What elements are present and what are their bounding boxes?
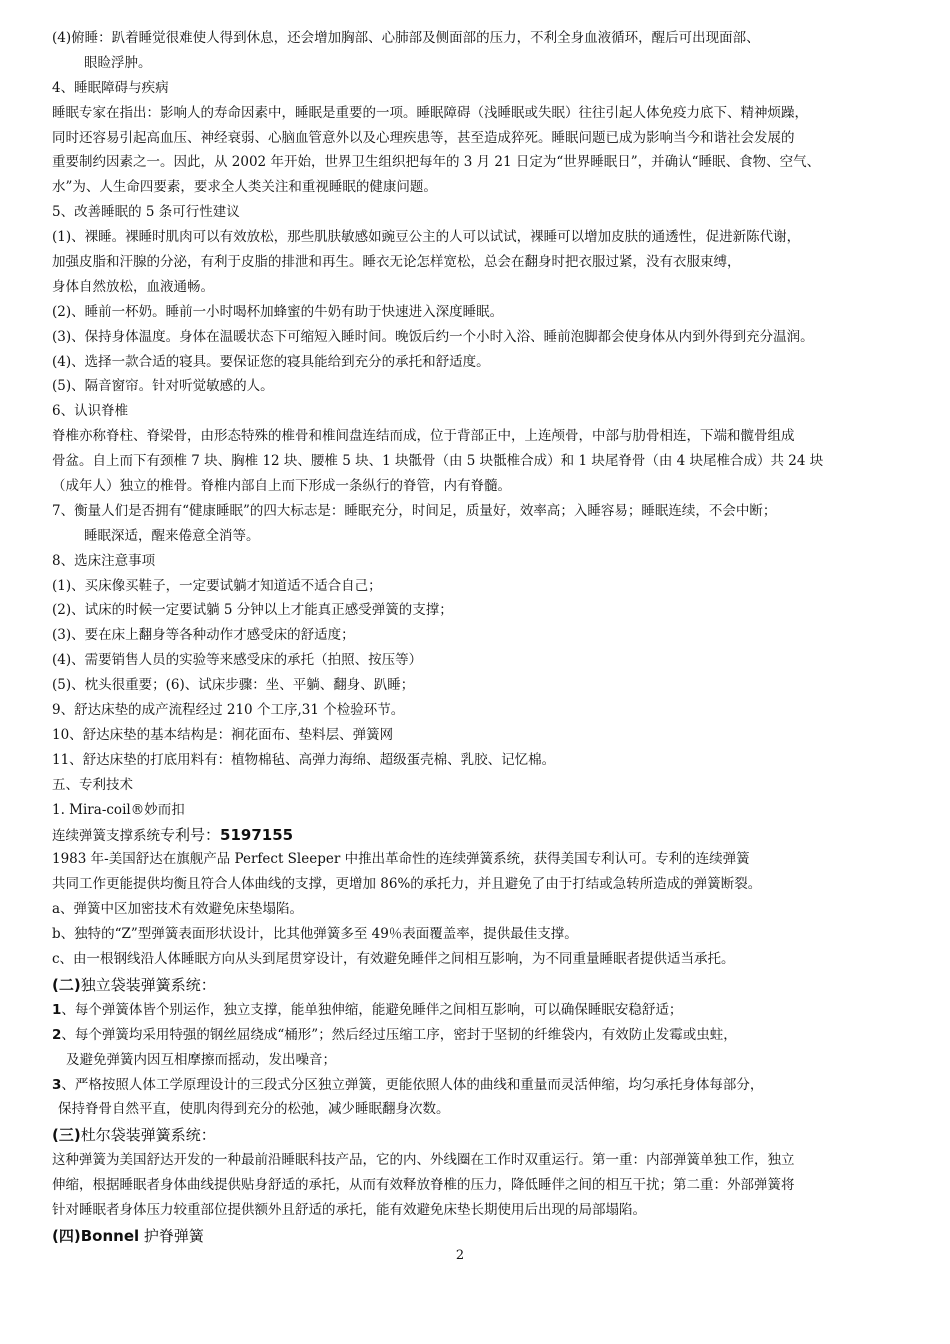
section-heading: 6、认识脊椎 [52,403,129,420]
text-line [52,998,940,1023]
subsection-heading [52,1223,940,1249]
text-line: (4)、需要销售人员的实验等来感受床的承托（拍照、按压等） [52,652,423,669]
text-line: (3)、保持身体温度。身体在温暖状态下可缩短入睡时间。晚饭后约一个小时入浴、睡前泡脚都会使身体从内到外得到充分温润。 [52,328,814,345]
page-number: 2 [455,1248,465,1263]
text-line: 睡眠专家在指出：影响人的寿命因素中，睡眠是重要的一项。睡眠障碍（浅睡眠或失眠）往往引起人体免疫力底下、精神烦躁， [52,104,808,121]
text-line: (2)、试床的时候一定要试躺 5 分钟以上才能真正感受弹簧的支撑； [52,602,453,619]
text-line: (1)、裸睡。裸睡时肌肉可以有效放松，那些肌肤敏感如豌豆公主的人可以试试，裸睡可以增加皮肤的通透性，促进新陈代谢， [52,229,801,246]
item-number: 3 [52,1076,62,1093]
text-line: 1. Mira-coil®妙而扣 [52,801,185,818]
section-heading: 5、改善睡眠的 5 条可行性建议 [52,204,240,221]
subsection-number: (三) [52,1126,81,1145]
text-line: c、由一根钢线沿人体睡眠方向从头到尾贯穿设计，有效避免睡伴之间相互影响，为不同重量睡眠者提供适当承托。 [52,950,735,967]
patent-label: 专利号： [160,825,221,844]
text-line: (4)俯睡：趴着睡觉很难使人得到休息，还会增加胸部、心肺部及侧面部的压力，不利全身血液循环，醒后可出现面部、 [52,30,760,46]
text-line: 及避免弹簧内因互相摩擦而摇动，发出噪音； [66,1051,336,1068]
text-line: 7、衡量人们是否拥有“健康睡眠”的四大标志是：睡眠充分，时间足，质量好，效率高；入睡容易；睡眠连续，不会中断； [52,502,777,519]
text-line: 骨盆。自上而下有颈椎 7 块、胸椎 12 块、腰椎 5 块、1 块骶骨（由 5 块骶椎合成）和 1 块尾脊骨（由 4 块尾椎合成）共 24 块 [52,453,824,470]
text-line: b、独特的“Z”型弹簧表面形状设计，比其他弹簧多至 49％表面覆盖率，提供最佳支撑。 [52,926,578,943]
text-line: 10、舒达床垫的基本结构是：裥花面布、垫料层、弹簧网 [52,726,394,743]
text-line: (1)、买床像买鞋子，一定要试躺才知道适不适合自己； [52,577,382,594]
text-line: 脊椎亦称脊柱、脊梁骨，由形态特殊的椎骨和椎间盘连结而成，位于背部正中，上连颅骨，中部与肋骨相连，下端和髋骨组成 [52,428,795,445]
item-number: 1 [52,1001,62,1018]
subsection-number: (二) [52,975,81,994]
text-line: a、弹簧中区加密技术有效避免床垫塌陷。 [52,901,304,918]
text-line [52,1073,940,1098]
text-line: (5)、枕头很重要；(6)、试床步骤：坐、平躺、翻身、趴睡； [52,677,415,694]
text-line: 这种弹簧为美国舒达开发的一种最前沿睡眠科技产品，它的内、外线圈在工作时双重运行。第一重：内部弹簧单独工作，独立 [52,1152,795,1169]
text-line: 1983 年-美国舒达在旗舰产品 Perfect Sleeper 中推出革命性的连续弹簧系统，获得美国专利认可。专利的连续弹簧 [52,851,750,868]
text-line: 睡眠深适，醒来倦意全消等。 [84,527,260,544]
patent-system-name: 连续弹簧支撑系统 [52,827,160,844]
text-line: 加强皮脂和汗腺的分泌，有利于皮脂的排泄和再生。睡衣无论怎样宽松，总会在翻身时把衣服过紧，没有衣服束缚， [52,254,741,271]
text-line: 眼睑浮肿。 [84,54,152,71]
text-line: 同时还容易引起高血压、神经衰弱、心脑血管意外以及心理疾患等，甚至造成猝死。睡眠问题已成为影响当今和谐社会发展的 [52,129,795,146]
text-line: (5)、隔音窗帘。针对听觉敏感的人。 [52,378,274,395]
section-heading: 4、睡眠障碍与疾病 [52,79,169,96]
item-text: 、每个弹簧体皆个别运作，独立支撑，能单独伸缩，能避免睡伴之间相互影响，可以确保睡眠安稳舒适； [61,1001,683,1018]
patent-number: 5197155 [220,825,294,844]
text-line: 身体自然放松，血液通畅。 [52,278,214,295]
section-heading: 8、选床注意事项 [52,552,156,569]
text-line: 共同工作更能提供均衡且符合人体曲线的支撑，更增加 86%的承托力，并且避免了由于打结或急转所造成的弹簧断裂。 [52,876,762,893]
item-text: 、严格按照人体工学原理设计的三段式分区独立弹簧，更能依照人体的曲线和重量而灵活伸缩，均匀承托身体每部分， [61,1076,764,1093]
item-number: 2 [52,1026,62,1043]
text-line: （成年人）独立的椎骨。脊椎内部自上而下形成一条纵行的脊管，内有脊髓。 [52,478,511,495]
text-line: (4)、选择一款合适的寝具。要保证您的寝具能给到充分的承托和舒适度。 [52,353,490,370]
text-line: 重要制约因素之一。因此，从 2002 年开始，世界卫生组织把每年的 3 月 21 日定为“世界睡眠日”，并确认“睡眠、食物、空气、 [52,154,821,171]
text-line: 保持脊骨自然平直，使肌肉得到充分的松弛，减少睡眠翻身次数。 [58,1101,450,1118]
subsection-title: 杜尔袋装弹簧系统： [80,1126,216,1145]
text-line: 针对睡眠者身体压力较重部位提供额外且舒适的承托，能有效避免床垫长期使用后出现的局部塌陷。 [52,1202,646,1219]
document-body [52,26,940,1249]
subsection-heading [52,1122,940,1148]
text-line: 11、舒达床垫的打底用料有：植物棉毡、高弹力海绵、超级蛋壳棉、乳胶、记忆棉。 [52,751,556,768]
subsection-title: 护脊弹簧 [139,1226,204,1245]
text-line: (3)、要在床上翻身等各种动作才感受床的舒适度； [52,627,355,644]
subsection-heading [52,972,940,998]
item-text: 、每个弹簧均采用特强的钢丝屈绕成“桶形”；然后经过压缩工序，密封于坚韧的纤维袋内，有效防止发霉或虫蛀， [61,1026,737,1043]
subsection-brand: Bonnel [80,1226,140,1245]
patent-line [52,823,940,848]
subsection-number: (四) [52,1226,81,1245]
section-heading: 五、专利技术 [52,776,133,793]
subsection-title: 独立袋装弹簧系统： [80,975,216,994]
text-line: 9、舒达床垫的成产流程经过 210 个工序,31 个检验环节。 [52,702,405,719]
text-line: 伸缩，根据睡眠者身体曲线提供贴身舒适的承托，从而有效释放脊椎的压力，降低睡伴之间的相互干扰；第二重：外部弹簧将 [52,1177,795,1194]
text-line [52,1023,940,1048]
text-line: 水”为、人生命四要素，要求全人类关注和重视睡眠的健康问题。 [52,179,437,196]
text-line: (2)、睡前一杯奶。睡前一小时喝杯加蜂蜜的牛奶有助于快速进入深度睡眠。 [52,303,504,320]
